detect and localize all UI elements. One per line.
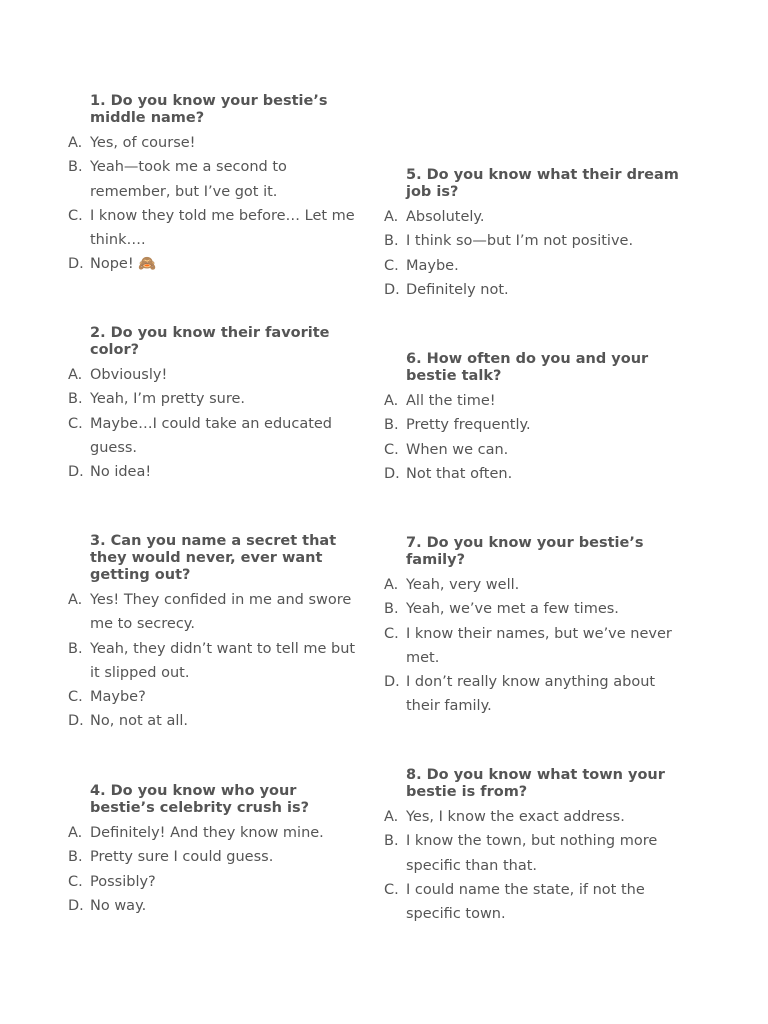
option-text: When we can. (406, 441, 509, 458)
option-letter: A. (384, 577, 399, 593)
option-text: Yes, I know the exact address. (406, 809, 625, 825)
option-letter: A. (384, 809, 399, 825)
option-letter: B. (68, 159, 83, 176)
question-8-option-c (384, 878, 684, 927)
option-letter: A. (384, 393, 399, 409)
option-letter: B. (68, 640, 83, 657)
option-letter: C. (68, 873, 83, 890)
question-7-title: 7. Do you know your bestie’s family? (406, 535, 644, 568)
question-3-option-d (68, 709, 358, 733)
option-letter: B. (68, 391, 83, 408)
option-text: Absolutely. (406, 209, 485, 225)
question-3-option-a (68, 588, 358, 637)
option-letter: B. (384, 233, 399, 250)
option-text: Yeah—took me a second to remember, but I’ve got it. (90, 159, 287, 200)
question-6-options (384, 389, 684, 486)
question-5-option-a (384, 205, 684, 229)
question-1-title: 1. Do you know your bestie’s middle name? (90, 93, 328, 126)
question-4-option-d (68, 894, 358, 918)
option-letter: D. (68, 256, 84, 273)
question-2-option-d (68, 460, 358, 484)
option-letter: D. (384, 465, 400, 482)
option-text: Possibly? (90, 873, 156, 890)
option-letter: B. (68, 849, 83, 866)
question-5-option-d (384, 278, 684, 302)
option-text: No idea! (90, 464, 152, 481)
question-3-option-c (68, 685, 358, 709)
question-8-title: 8. Do you know what town your bestie is from? (406, 767, 665, 800)
question-5-option-c (384, 254, 684, 278)
option-letter: C. (68, 207, 83, 224)
question-2-option-b (68, 387, 358, 411)
option-letter: C. (68, 415, 83, 432)
question-7-option-c (384, 622, 684, 671)
option-text: Definitely! And they know mine. (90, 825, 324, 841)
option-letter: C. (384, 257, 399, 274)
option-letter: A. (384, 209, 399, 225)
question-6 (384, 351, 684, 486)
question-2-title: 2. Do you know their favorite color? (90, 325, 330, 358)
option-text: Definitely not. (406, 281, 509, 298)
question-4-title: 4. Do you know who your bestie’s celebrity crush is? (90, 783, 310, 816)
question-3-options (68, 588, 358, 734)
option-letter: C. (384, 625, 399, 642)
question-7-option-d (384, 670, 684, 719)
option-text: Yeah, we’ve met a few times. (406, 601, 619, 618)
question-6-option-b (384, 413, 684, 437)
question-4 (68, 783, 358, 918)
option-text: I don’t really know anything about their family. (406, 674, 656, 715)
option-text: I think so—but I’m not positive. (406, 233, 634, 250)
question-4-option-a (68, 821, 358, 845)
option-text: Yeah, they didn’t want to tell me but it slipped out. (90, 640, 356, 681)
option-text: I know their names, but we’ve never met. (406, 625, 672, 666)
option-letter: B. (384, 417, 399, 434)
option-letter: C. (384, 881, 399, 898)
question-8 (384, 767, 684, 926)
option-text: I know they told me before… Let me think…. (90, 207, 355, 249)
question-4-options (68, 821, 358, 918)
question-1 (68, 93, 358, 277)
option-letter: A. (68, 135, 83, 151)
option-letter: C. (384, 441, 399, 458)
question-7 (384, 535, 684, 719)
option-letter: B. (384, 833, 399, 850)
option-letter: D. (68, 713, 84, 730)
option-letter: B. (384, 601, 399, 618)
question-6-option-c (384, 438, 684, 462)
question-5-title: 5. Do you know what their dream job is? (406, 167, 679, 200)
option-text: I know the town, but nothing more specific than that. (406, 833, 658, 874)
question-1-option-d (68, 252, 358, 276)
option-letter: A. (68, 825, 83, 841)
question-5 (384, 167, 684, 302)
question-1-option-a (68, 131, 358, 155)
question-5-option-b (384, 229, 684, 253)
question-8-option-b (384, 829, 684, 878)
option-letter: D. (68, 464, 84, 481)
option-text: Yes! They confided in me and swore me to secrecy. (90, 592, 352, 633)
option-text: Maybe…I could take an educated guess. (90, 415, 333, 456)
option-letter: D. (68, 897, 84, 914)
option-text: Yes, of course! (90, 135, 196, 151)
option-text: All the time! (406, 393, 496, 409)
option-text: No way. (90, 897, 147, 914)
option-text: Pretty sure I could guess. (90, 849, 274, 866)
question-7-option-a (384, 573, 684, 597)
option-text: Yeah, very well. (406, 577, 520, 593)
option-text: Maybe? (90, 689, 146, 706)
question-2 (68, 325, 358, 484)
option-text: I could name the state, if not the specific town. (406, 881, 645, 923)
option-text: Nope! 🙈 (90, 256, 157, 273)
option-letter: A. (68, 592, 83, 608)
option-letter: A. (68, 367, 83, 383)
question-4-option-b (68, 845, 358, 869)
question-4-option-c (68, 870, 358, 894)
option-text: Yeah, I’m pretty sure. (90, 391, 246, 408)
question-7-option-b (384, 597, 684, 621)
option-text: No, not at all. (90, 713, 189, 730)
option-letter: D. (384, 674, 400, 691)
question-3 (68, 533, 358, 734)
question-1-option-b (68, 155, 358, 204)
question-6-option-d (384, 462, 684, 486)
question-8-option-a (384, 805, 684, 829)
option-text: Obviously! (90, 367, 168, 383)
question-1-option-c (68, 204, 358, 253)
question-6-title: 6. How often do you and your bestie talk? (406, 351, 649, 384)
question-2-options (68, 363, 358, 484)
question-3-title: 3. Can you name a secret that they would never, ever want getting out? (90, 533, 337, 583)
option-letter: C. (68, 689, 83, 706)
question-6-option-a (384, 389, 684, 413)
question-1-options (68, 131, 358, 277)
option-text: Maybe. (406, 257, 459, 274)
question-3-option-b (68, 637, 358, 686)
question-2-option-c (68, 412, 358, 461)
question-5-options (384, 205, 684, 302)
question-8-options (384, 805, 684, 926)
option-text: Not that often. (406, 465, 513, 482)
question-2-option-a (68, 363, 358, 387)
option-text: Pretty frequently. (406, 417, 531, 434)
option-letter: D. (384, 281, 400, 298)
question-7-options (384, 573, 684, 719)
